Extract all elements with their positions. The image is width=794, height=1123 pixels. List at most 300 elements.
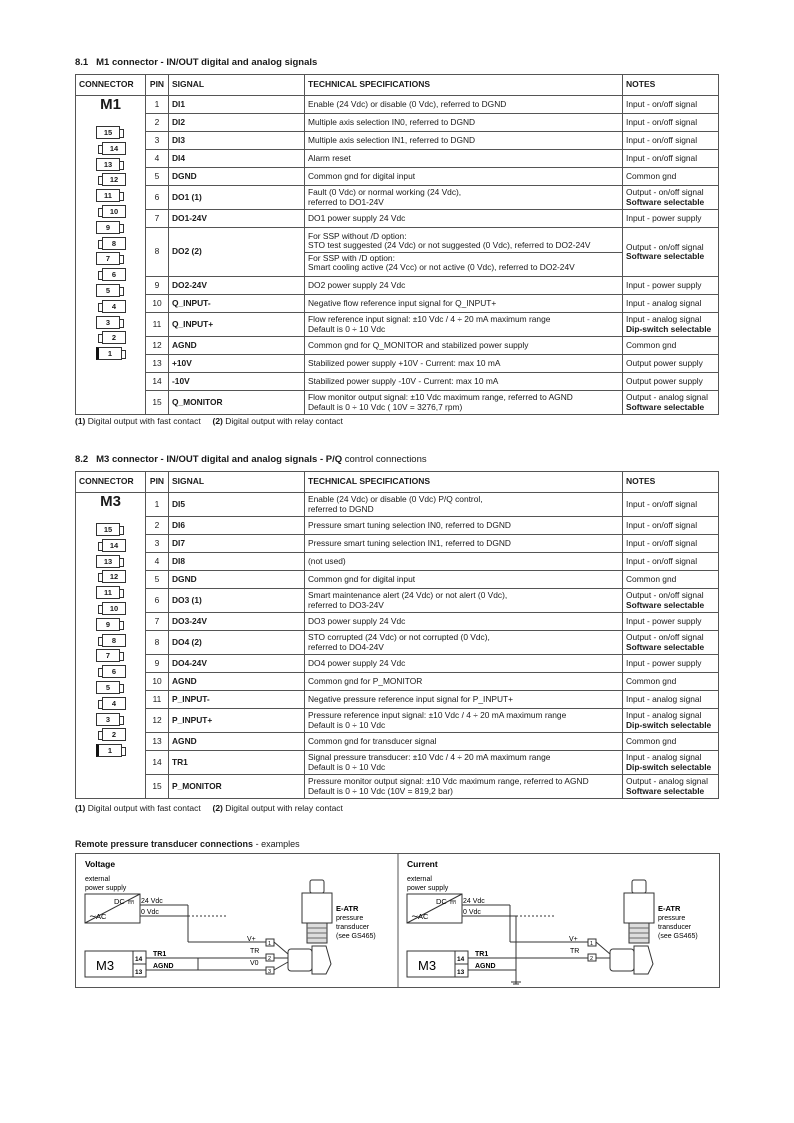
technical-specification	[305, 313, 623, 337]
signal-name: DI6	[169, 517, 305, 535]
note-text: Input - on/off signal	[626, 98, 698, 109]
pin-number: 3	[146, 132, 169, 150]
note-text: Output power supply	[626, 357, 703, 368]
signal-name: -10V	[169, 373, 305, 391]
column-header: SIGNAL	[169, 75, 305, 96]
current-term-2: 2	[590, 956, 594, 962]
m1-section-heading: M1 connector - IN/OUT digital and analog signals	[96, 57, 318, 68]
voltage-tr-label: TR	[250, 948, 260, 955]
spec-line: Signal pressure transducer: ±10 Vdc / 4 ÷ 20 mA maximum range	[308, 752, 551, 762]
voltage-device-desc2: transducer	[336, 924, 370, 931]
technical-specification	[305, 751, 623, 775]
note-emphasis: Software selectable	[626, 785, 705, 796]
connector-pin-number: 8	[111, 238, 117, 248]
connector-pin-box	[102, 570, 126, 583]
connector-pin-box	[96, 284, 120, 297]
footnote-2-mark: (2)	[212, 803, 223, 813]
current-device-desc1: pressure	[658, 915, 686, 922]
table-header-row	[76, 472, 719, 493]
signal-name: AGND	[169, 733, 305, 751]
note-cell	[623, 691, 719, 709]
pin-number: 1	[146, 96, 169, 114]
table-header-row	[76, 75, 719, 96]
column-header: PIN	[146, 472, 169, 493]
transducer-section-title	[75, 839, 300, 849]
pin-number: 14	[146, 373, 169, 391]
connector-pin-number: 7	[105, 651, 111, 661]
signal-name: DO2 (2)	[169, 228, 305, 277]
note-cell	[623, 150, 719, 168]
spec-line: Negative flow reference input signal for Q_INPUT+	[308, 297, 497, 308]
current-dc-label: DC	[436, 897, 447, 906]
technical-specification	[305, 613, 623, 631]
note-text: Input - on/off signal	[626, 519, 698, 530]
table-row	[76, 589, 719, 613]
voltage-device-name: E-ATR	[336, 904, 359, 913]
connector-pin-number: 9	[105, 222, 111, 232]
connector-pin-box	[96, 252, 120, 265]
transducer-title-rest: - examples	[255, 839, 300, 849]
table-row	[76, 733, 719, 751]
technical-specification	[305, 535, 623, 553]
note-cell	[623, 186, 719, 210]
pin-number: 15	[146, 775, 169, 799]
technical-specification	[305, 114, 623, 132]
current-ac-symbol: ∼	[411, 911, 419, 921]
note-cell	[623, 210, 719, 228]
current-pin13: 13	[457, 969, 465, 976]
voltage-m3-label: M3	[96, 958, 115, 973]
note-cell	[623, 337, 719, 355]
signal-name: DO4 (2)	[169, 631, 305, 655]
voltage-panel	[85, 859, 376, 977]
spec-line: For SSP without /D option:	[308, 230, 407, 241]
note-text: Output - on/off signal	[626, 241, 704, 252]
table-row	[76, 313, 719, 337]
connector-pin-box	[102, 268, 126, 281]
table-row	[76, 228, 719, 277]
pin-number: 14	[146, 751, 169, 775]
connector-pin-box	[96, 555, 120, 568]
table-row	[76, 114, 719, 132]
spec-line: Pressure smart tuning selection IN0, referred to DGND	[308, 519, 511, 530]
note-text: Input - analog signal	[626, 297, 702, 308]
connector-pin-number: 3	[105, 317, 111, 327]
transducer-diagram-svg	[76, 854, 719, 987]
footnote-1-text: Digital output with fast contact	[87, 803, 201, 813]
column-header: NOTES	[623, 472, 719, 493]
voltage-0v-label: 0 Vdc	[141, 909, 159, 916]
note-text: Common gnd	[626, 170, 677, 181]
note-cell	[623, 631, 719, 655]
spec-line: Default is 0 ÷ 10 Vdc (10V = 819,2 bar)	[308, 785, 453, 796]
technical-specification	[305, 355, 623, 373]
connector-pin-number: 4	[111, 698, 117, 708]
spec-line: Multiple axis selection IN0, referred to DGND	[308, 116, 476, 127]
technical-specification	[305, 186, 623, 210]
column-header: TECHNICAL SPECIFICATIONS	[305, 75, 623, 96]
technical-specification	[305, 373, 623, 391]
table-row	[76, 493, 719, 517]
signal-name: P_INPUT+	[169, 709, 305, 733]
technical-specification	[305, 517, 623, 535]
table-row	[76, 132, 719, 150]
note-cell	[623, 96, 719, 114]
note-text: Input - on/off signal	[626, 498, 698, 509]
pin-number: 4	[146, 553, 169, 571]
note-text: Input - power supply	[626, 212, 702, 223]
footnote-1-text: Digital output with fast contact	[87, 416, 201, 426]
current-title: Current	[407, 859, 438, 869]
technical-specification	[305, 337, 623, 355]
note-cell	[623, 571, 719, 589]
signal-name: DI3	[169, 132, 305, 150]
technical-specification	[305, 228, 623, 277]
note-cell	[623, 775, 719, 799]
table-row	[76, 535, 719, 553]
technical-specification	[305, 553, 623, 571]
note-cell	[623, 114, 719, 132]
note-emphasis: Dip-switch selectable	[626, 323, 712, 334]
voltage-supply-line1: external	[85, 876, 110, 883]
table-row	[76, 355, 719, 373]
note-cell	[623, 655, 719, 673]
current-ac-label: AC	[418, 912, 429, 921]
voltage-pin14: 14	[135, 956, 143, 963]
pin-number: 5	[146, 571, 169, 589]
pin-number: 8	[146, 228, 169, 277]
table-row	[76, 391, 719, 415]
current-device-desc3: (see GS465)	[658, 933, 698, 940]
connector-cell	[76, 96, 146, 415]
connector-pin-box	[102, 300, 126, 313]
note-text: Input - power supply	[626, 657, 702, 668]
pin-number: 12	[146, 337, 169, 355]
signal-name: DI1	[169, 96, 305, 114]
connector-pin-diagram	[96, 126, 132, 363]
connector-pin-number: 10	[109, 603, 119, 613]
note-cell	[623, 613, 719, 631]
connector-pin-box	[102, 602, 126, 615]
spec-line: referred to DO1-24V	[308, 196, 384, 207]
table-row	[76, 210, 719, 228]
note-cell	[623, 391, 719, 415]
note-text: Input - on/off signal	[626, 116, 698, 127]
voltage-sig-agnd: AGND	[153, 963, 174, 970]
connector-pin-box	[102, 142, 126, 155]
note-text: Common gnd	[626, 339, 677, 350]
connector-pin-number: 9	[105, 619, 111, 629]
pin-number: 5	[146, 168, 169, 186]
technical-specification	[305, 150, 623, 168]
note-text: Input - analog signal	[626, 710, 702, 720]
note-text: Input - on/off signal	[626, 537, 698, 548]
spec-line: Default is 0 ÷ 10 Vdc	[308, 719, 386, 730]
spec-line: referred to DGND	[308, 503, 374, 514]
m3-section-title	[75, 454, 427, 465]
current-device-name: E-ATR	[658, 904, 681, 913]
spec-line: Default is 0 ÷ 10 Vdc	[308, 323, 386, 334]
pin-number: 11	[146, 313, 169, 337]
note-text: Output power supply	[626, 375, 703, 386]
pin-number: 12	[146, 709, 169, 733]
connector-pin-box	[102, 665, 126, 678]
pin-number: 10	[146, 295, 169, 313]
voltage-supply-line2: power supply	[85, 885, 127, 892]
voltage-24v-label: 24 Vdc	[141, 898, 163, 905]
spec-line: DO1 power supply 24 Vdc	[308, 212, 406, 223]
connector-pin-number: 5	[105, 682, 111, 692]
note-text: Output - on/off signal	[626, 632, 704, 642]
signal-name: +10V	[169, 355, 305, 373]
connector-pin-box	[96, 523, 120, 536]
connector-pin-number: 2	[111, 333, 117, 343]
column-header: PIN	[146, 75, 169, 96]
spec-line: Multiple axis selection IN1, referred to DGND	[308, 134, 476, 145]
note-cell	[623, 553, 719, 571]
connector-pin-number: 6	[111, 270, 117, 280]
current-term-1: 1	[590, 941, 594, 947]
voltage-ac-symbol: ∼	[89, 911, 97, 921]
spec-line: DO2 power supply 24 Vdc	[308, 279, 406, 290]
pin-number: 6	[146, 589, 169, 613]
technical-specification	[305, 631, 623, 655]
m3-footnote	[75, 803, 343, 813]
voltage-pin13: 13	[135, 969, 143, 976]
technical-specification	[305, 571, 623, 589]
spec-line: Enable (24 Vdc) or disable (0 Vdc) P/Q control,	[308, 494, 483, 504]
connector-pin-box	[96, 221, 120, 234]
connector-pin-box	[102, 728, 126, 741]
spec-line: Default is 0 ÷ 10 Vdc	[308, 761, 386, 772]
connector-pin-box	[102, 634, 126, 647]
connector-label: M1	[100, 96, 121, 113]
spec-line: Enable (24 Vdc) or disable (0 Vdc), referred to DGND	[308, 98, 507, 109]
connector-pin-box	[96, 158, 120, 171]
note-emphasis: Dip-switch selectable	[626, 719, 712, 730]
current-supply-line1: external	[407, 876, 432, 883]
note-text: Common gnd	[626, 675, 677, 686]
connector-pin-number: 14	[109, 143, 119, 153]
connector-pin-number: 2	[111, 730, 117, 740]
connector-pin-box	[96, 586, 120, 599]
note-cell	[623, 589, 719, 613]
spec-line: Common gnd for digital input	[308, 573, 416, 584]
transducer-diagram	[75, 853, 720, 988]
footnote-2-text: Digital output with relay contact	[225, 416, 343, 426]
table-row	[76, 571, 719, 589]
note-cell	[623, 535, 719, 553]
connector-pin-number: 15	[103, 128, 113, 137]
spec-line: Flow monitor output signal: ±10 Vdc maximum range, referred to AGND	[308, 392, 573, 402]
voltage-term-3: 3	[268, 969, 272, 975]
technical-specification	[305, 709, 623, 733]
m1-footnote	[75, 416, 343, 426]
spec-line: (not used)	[308, 555, 346, 566]
signal-name: P_MONITOR	[169, 775, 305, 799]
connector-label: M3	[100, 493, 121, 510]
technical-specification	[305, 295, 623, 313]
note-text: Input - analog signal	[626, 693, 702, 704]
current-0v-label: 0 Vdc	[463, 909, 481, 916]
note-cell	[623, 373, 719, 391]
connector-cell	[76, 493, 146, 799]
connector-pin-number: 6	[111, 667, 117, 677]
pin-number: 10	[146, 673, 169, 691]
connector-pin-number: 13	[103, 159, 113, 169]
note-text: Input - power supply	[626, 279, 702, 290]
current-24v-label: 24 Vdc	[463, 898, 485, 905]
column-header: TECHNICAL SPECIFICATIONS	[305, 472, 623, 493]
pin-number: 3	[146, 535, 169, 553]
spec-line: DO4 power supply 24 Vdc	[308, 657, 406, 668]
table-row	[76, 295, 719, 313]
current-pin14: 14	[457, 956, 465, 963]
note-text: Input - on/off signal	[626, 134, 698, 145]
connector-pin-number: 10	[109, 206, 119, 216]
technical-specification	[305, 493, 623, 517]
note-text: Output - analog signal	[626, 776, 708, 786]
spec-line: Pressure monitor output signal: ±10 Vdc maximum range, referred to AGND	[308, 776, 589, 786]
signal-name: DI5	[169, 493, 305, 517]
note-text: Input - on/off signal	[626, 555, 698, 566]
technical-specification	[305, 733, 623, 751]
note-text: Output - on/off signal	[626, 590, 704, 600]
column-header: CONNECTOR	[76, 472, 146, 493]
spec-line: DO3 power supply 24 Vdc	[308, 615, 406, 626]
column-header: SIGNAL	[169, 472, 305, 493]
note-text: Input - analog signal	[626, 314, 702, 324]
connector-pin-box	[96, 347, 122, 360]
table-row	[76, 186, 719, 210]
signal-name: DI8	[169, 553, 305, 571]
technical-specification	[305, 673, 623, 691]
technical-specification	[305, 96, 623, 114]
pin-number: 8	[146, 631, 169, 655]
spec-line: referred to DO4-24V	[308, 641, 384, 652]
spec-line: Flow reference input signal: ±10 Vdc / 4 ÷ 20 mA maximum range	[308, 314, 551, 324]
spec-line: For SSP with /D option:	[308, 252, 395, 263]
current-transducer-icon	[610, 880, 654, 974]
connector-pin-number: 1	[107, 349, 113, 359]
voltage-transducer-icon	[288, 880, 332, 974]
signal-name: DGND	[169, 571, 305, 589]
technical-specification	[305, 277, 623, 295]
spec-line: Smart maintenance alert (24 Vdc) or not alert (0 Vdc),	[308, 590, 508, 600]
table-row	[76, 150, 719, 168]
m1-section-title	[75, 57, 317, 68]
note-cell	[623, 517, 719, 535]
connector-pin-number: 1	[107, 746, 113, 756]
column-header: CONNECTOR	[76, 75, 146, 96]
connector-pin-box	[96, 126, 120, 139]
voltage-ac-label: AC	[96, 912, 107, 921]
connector-pin-number: 7	[105, 254, 111, 264]
note-text: Input - analog signal	[626, 752, 702, 762]
signal-name: Q_INPUT+	[169, 313, 305, 337]
pin-number: 6	[146, 186, 169, 210]
connector-pin-box	[96, 681, 120, 694]
table-row	[76, 691, 719, 709]
note-cell	[623, 168, 719, 186]
connector-pin-number: 12	[109, 175, 119, 185]
signal-name: DO4-24V	[169, 655, 305, 673]
table-row	[76, 517, 719, 535]
note-emphasis: Dip-switch selectable	[626, 761, 712, 772]
table-row	[76, 655, 719, 673]
pin-number: 9	[146, 277, 169, 295]
m3-section-heading-rest: control connections	[344, 454, 427, 465]
spec-line: Alarm reset	[308, 152, 351, 163]
pin-number: 1	[146, 493, 169, 517]
connector-pin-box	[96, 744, 122, 757]
footnote-2-text: Digital output with relay contact	[225, 803, 343, 813]
note-emphasis: Software selectable	[626, 599, 705, 610]
connector-pin-box	[102, 205, 126, 218]
voltage-title: Voltage	[85, 859, 116, 869]
column-header: NOTES	[623, 75, 719, 96]
spec-line: Common gnd for digital input	[308, 170, 416, 181]
connector-pin-box	[96, 618, 120, 631]
table-row	[76, 631, 719, 655]
signal-name: Q_MONITOR	[169, 391, 305, 415]
table-row	[76, 775, 719, 799]
connector-pin-box	[96, 713, 120, 726]
spec-line: Common gnd for transducer signal	[308, 735, 437, 746]
footnote-1-mark: (1)	[75, 803, 86, 813]
technical-specification	[305, 655, 623, 673]
voltage-dc-label: DC	[114, 897, 125, 906]
transducer-title: Remote pressure transducer connections	[75, 839, 254, 849]
note-cell	[623, 313, 719, 337]
spec-line: Fault (0 Vdc) or normal working (24 Vdc),	[308, 187, 462, 197]
m3-section-number: 8.2	[75, 454, 89, 465]
signal-name: P_INPUT-	[169, 691, 305, 709]
voltage-device-desc3: (see GS465)	[336, 933, 376, 940]
current-tr-label: TR	[570, 948, 580, 955]
connector-pin-box	[96, 649, 120, 662]
spec-line: referred to DO3-24V	[308, 599, 384, 610]
spec-line: Stabilized power supply -10V - Current: max 10 mA	[308, 375, 499, 386]
technical-specification	[305, 210, 623, 228]
note-cell	[623, 733, 719, 751]
connector-pin-diagram	[96, 523, 132, 760]
current-panel	[407, 859, 698, 984]
note-cell	[623, 709, 719, 733]
table-row	[76, 373, 719, 391]
table-row	[76, 168, 719, 186]
connector-pin-number: 8	[111, 635, 117, 645]
note-emphasis: Software selectable	[626, 196, 705, 207]
spec-line: Common gnd for Q_MONITOR and stabilized power supply	[308, 339, 529, 350]
pin-number: 11	[146, 691, 169, 709]
note-cell	[623, 295, 719, 313]
note-cell	[623, 277, 719, 295]
spec-line: Common gnd for P_MONITOR	[308, 675, 423, 686]
signal-name: DO2-24V	[169, 277, 305, 295]
spec-line: STO test suggested (24 Vdc) or not suggested (0 Vdc), referred to DO2-24V	[308, 240, 591, 250]
signal-name: TR1	[169, 751, 305, 775]
connector-pin-box	[102, 331, 126, 344]
m3-section-heading: M3 connector - IN/OUT digital and analog signals - P/Q	[96, 454, 343, 465]
pin-number: 2	[146, 114, 169, 132]
table-row	[76, 673, 719, 691]
signal-name: DI4	[169, 150, 305, 168]
note-text: Common gnd	[626, 735, 677, 746]
connector-pin-box	[102, 173, 126, 186]
note-cell	[623, 355, 719, 373]
connector-pin-number: 4	[111, 301, 117, 311]
